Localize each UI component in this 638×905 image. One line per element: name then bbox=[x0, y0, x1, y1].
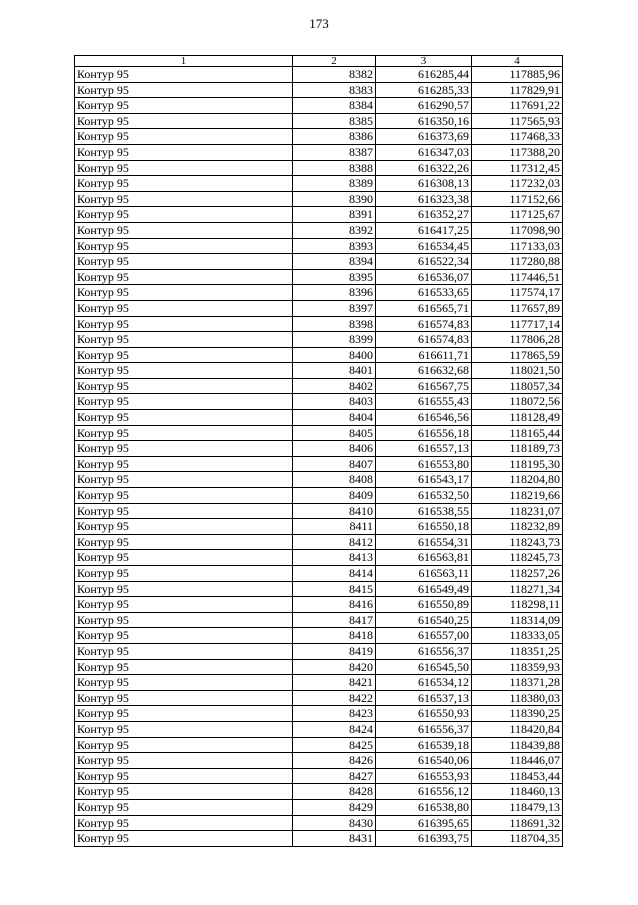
table-row bbox=[75, 519, 563, 535]
contour-name-cell: Контур 95 bbox=[75, 503, 293, 519]
point-number-cell: 8418 bbox=[293, 628, 376, 644]
table-row bbox=[75, 659, 563, 675]
x-coordinate-cell: 616574,83 bbox=[376, 332, 472, 348]
y-coordinate-cell: 118057,34 bbox=[472, 378, 563, 394]
y-coordinate-cell: 118333,05 bbox=[472, 628, 563, 644]
point-number-cell: 8420 bbox=[293, 659, 376, 675]
y-coordinate-cell: 117657,89 bbox=[472, 300, 563, 316]
table-row bbox=[75, 410, 563, 426]
point-number-cell: 8422 bbox=[293, 690, 376, 706]
y-coordinate-cell: 118420,84 bbox=[472, 721, 563, 737]
x-coordinate-cell: 616557,00 bbox=[376, 628, 472, 644]
y-coordinate-cell: 117691,22 bbox=[472, 98, 563, 114]
y-coordinate-cell: 117125,67 bbox=[472, 207, 563, 223]
table-row bbox=[75, 238, 563, 254]
y-coordinate-cell: 118359,93 bbox=[472, 659, 563, 675]
point-number-cell: 8429 bbox=[293, 799, 376, 815]
point-number-cell: 8407 bbox=[293, 456, 376, 472]
y-coordinate-cell: 117388,20 bbox=[472, 144, 563, 160]
y-coordinate-cell: 117446,51 bbox=[472, 269, 563, 285]
x-coordinate-cell: 616352,27 bbox=[376, 207, 472, 223]
point-number-cell: 8406 bbox=[293, 441, 376, 457]
point-number-cell: 8426 bbox=[293, 753, 376, 769]
table-row bbox=[75, 222, 563, 238]
table-row bbox=[75, 254, 563, 270]
point-number-cell: 8383 bbox=[293, 82, 376, 98]
y-coordinate-cell: 117152,66 bbox=[472, 191, 563, 207]
x-coordinate-cell: 616347,03 bbox=[376, 144, 472, 160]
y-coordinate-cell: 118204,80 bbox=[472, 472, 563, 488]
table-row bbox=[75, 363, 563, 379]
point-number-cell: 8416 bbox=[293, 597, 376, 613]
contour-name-cell: Контур 95 bbox=[75, 129, 293, 145]
point-number-cell: 8430 bbox=[293, 815, 376, 831]
table-row bbox=[75, 799, 563, 815]
contour-name-cell: Контур 95 bbox=[75, 222, 293, 238]
y-coordinate-cell: 118460,13 bbox=[472, 784, 563, 800]
y-coordinate-cell: 117312,45 bbox=[472, 160, 563, 176]
contour-name-cell: Контур 95 bbox=[75, 831, 293, 847]
contour-name-cell: Контур 95 bbox=[75, 675, 293, 691]
table-row bbox=[75, 98, 563, 114]
table-row bbox=[75, 784, 563, 800]
y-coordinate-cell: 118195,30 bbox=[472, 456, 563, 472]
contour-name-cell: Контур 95 bbox=[75, 643, 293, 659]
point-number-cell: 8408 bbox=[293, 472, 376, 488]
x-coordinate-cell: 616285,33 bbox=[376, 82, 472, 98]
point-number-cell: 8409 bbox=[293, 488, 376, 504]
x-coordinate-cell: 616556,18 bbox=[376, 425, 472, 441]
contour-name-cell: Контур 95 bbox=[75, 285, 293, 301]
contour-name-cell: Контур 95 bbox=[75, 784, 293, 800]
table-body bbox=[75, 67, 563, 847]
point-number-cell: 8417 bbox=[293, 612, 376, 628]
x-coordinate-cell: 616393,75 bbox=[376, 831, 472, 847]
contour-name-cell: Контур 95 bbox=[75, 488, 293, 504]
x-coordinate-cell: 616290,57 bbox=[376, 98, 472, 114]
contour-name-cell: Контур 95 bbox=[75, 394, 293, 410]
x-coordinate-cell: 616537,13 bbox=[376, 690, 472, 706]
contour-name-cell: Контур 95 bbox=[75, 768, 293, 784]
table-row bbox=[75, 129, 563, 145]
contour-name-cell: Контур 95 bbox=[75, 706, 293, 722]
contour-name-cell: Контур 95 bbox=[75, 410, 293, 426]
y-coordinate-cell: 118704,35 bbox=[472, 831, 563, 847]
contour-name-cell: Контур 95 bbox=[75, 300, 293, 316]
y-coordinate-cell: 118446,07 bbox=[472, 753, 563, 769]
contour-name-cell: Контур 95 bbox=[75, 82, 293, 98]
x-coordinate-cell: 616567,75 bbox=[376, 378, 472, 394]
x-coordinate-cell: 616550,93 bbox=[376, 706, 472, 722]
point-number-cell: 8397 bbox=[293, 300, 376, 316]
table-row bbox=[75, 456, 563, 472]
contour-name-cell: Контур 95 bbox=[75, 799, 293, 815]
point-number-cell: 8398 bbox=[293, 316, 376, 332]
contour-name-cell: Контур 95 bbox=[75, 690, 293, 706]
table-row bbox=[75, 628, 563, 644]
table-row bbox=[75, 815, 563, 831]
point-number-cell: 8419 bbox=[293, 643, 376, 659]
x-coordinate-cell: 616550,18 bbox=[376, 519, 472, 535]
contour-name-cell: Контур 95 bbox=[75, 207, 293, 223]
table-row bbox=[75, 550, 563, 566]
table-row bbox=[75, 675, 563, 691]
x-coordinate-cell: 616556,12 bbox=[376, 784, 472, 800]
contour-name-cell: Контур 95 bbox=[75, 425, 293, 441]
y-coordinate-cell: 118165,44 bbox=[472, 425, 563, 441]
point-number-cell: 8415 bbox=[293, 581, 376, 597]
table-row bbox=[75, 768, 563, 784]
y-coordinate-cell: 117133,03 bbox=[472, 238, 563, 254]
table-row bbox=[75, 285, 563, 301]
point-number-cell: 8413 bbox=[293, 550, 376, 566]
point-number-cell: 8399 bbox=[293, 332, 376, 348]
y-coordinate-cell: 118021,50 bbox=[472, 363, 563, 379]
x-coordinate-cell: 616563,11 bbox=[376, 566, 472, 582]
x-coordinate-cell: 616611,71 bbox=[376, 347, 472, 363]
contour-name-cell: Контур 95 bbox=[75, 456, 293, 472]
contour-name-cell: Контур 95 bbox=[75, 737, 293, 753]
table-row bbox=[75, 534, 563, 550]
y-coordinate-cell: 118439,88 bbox=[472, 737, 563, 753]
x-coordinate-cell: 616553,80 bbox=[376, 456, 472, 472]
point-number-cell: 8394 bbox=[293, 254, 376, 270]
contour-name-cell: Контур 95 bbox=[75, 113, 293, 129]
table-row bbox=[75, 581, 563, 597]
x-coordinate-cell: 616395,65 bbox=[376, 815, 472, 831]
table-row bbox=[75, 612, 563, 628]
y-coordinate-cell: 117885,96 bbox=[472, 67, 563, 83]
point-number-cell: 8382 bbox=[293, 67, 376, 83]
table-header-row bbox=[75, 56, 563, 67]
x-coordinate-cell: 616632,68 bbox=[376, 363, 472, 379]
column-header-4: 4 bbox=[472, 56, 563, 67]
y-coordinate-cell: 118243,73 bbox=[472, 534, 563, 550]
y-coordinate-cell: 118219,66 bbox=[472, 488, 563, 504]
x-coordinate-cell: 616417,25 bbox=[376, 222, 472, 238]
y-coordinate-cell: 117829,91 bbox=[472, 82, 563, 98]
table-row bbox=[75, 144, 563, 160]
contour-name-cell: Контур 95 bbox=[75, 378, 293, 394]
contour-name-cell: Контур 95 bbox=[75, 815, 293, 831]
point-number-cell: 8428 bbox=[293, 784, 376, 800]
table-row bbox=[75, 597, 563, 613]
contour-name-cell: Контур 95 bbox=[75, 753, 293, 769]
table-row bbox=[75, 113, 563, 129]
contour-name-cell: Контур 95 bbox=[75, 67, 293, 83]
table-row bbox=[75, 441, 563, 457]
point-number-cell: 8388 bbox=[293, 160, 376, 176]
contour-name-cell: Контур 95 bbox=[75, 363, 293, 379]
point-number-cell: 8424 bbox=[293, 721, 376, 737]
x-coordinate-cell: 616522,34 bbox=[376, 254, 472, 270]
point-number-cell: 8411 bbox=[293, 519, 376, 535]
point-number-cell: 8405 bbox=[293, 425, 376, 441]
point-number-cell: 8395 bbox=[293, 269, 376, 285]
table-row bbox=[75, 690, 563, 706]
y-coordinate-cell: 118298,11 bbox=[472, 597, 563, 613]
contour-name-cell: Контур 95 bbox=[75, 160, 293, 176]
point-number-cell: 8390 bbox=[293, 191, 376, 207]
contour-name-cell: Контур 95 bbox=[75, 347, 293, 363]
page-number: 173 bbox=[309, 16, 329, 31]
contour-name-cell: Контур 95 bbox=[75, 238, 293, 254]
table-row bbox=[75, 721, 563, 737]
x-coordinate-cell: 616550,89 bbox=[376, 597, 472, 613]
table-row bbox=[75, 831, 563, 847]
column-header-2: 2 bbox=[293, 56, 376, 67]
table-row bbox=[75, 737, 563, 753]
x-coordinate-cell: 616536,07 bbox=[376, 269, 472, 285]
point-number-cell: 8386 bbox=[293, 129, 376, 145]
y-coordinate-cell: 117717,14 bbox=[472, 316, 563, 332]
y-coordinate-cell: 118390,25 bbox=[472, 706, 563, 722]
y-coordinate-cell: 117574,17 bbox=[472, 285, 563, 301]
y-coordinate-cell: 118453,44 bbox=[472, 768, 563, 784]
x-coordinate-cell: 616285,44 bbox=[376, 67, 472, 83]
table-row bbox=[75, 269, 563, 285]
x-coordinate-cell: 616563,81 bbox=[376, 550, 472, 566]
point-number-cell: 8400 bbox=[293, 347, 376, 363]
point-number-cell: 8387 bbox=[293, 144, 376, 160]
contour-name-cell: Контур 95 bbox=[75, 519, 293, 535]
x-coordinate-cell: 616538,80 bbox=[376, 799, 472, 815]
table-row bbox=[75, 706, 563, 722]
x-coordinate-cell: 616540,25 bbox=[376, 612, 472, 628]
y-coordinate-cell: 117865,59 bbox=[472, 347, 563, 363]
coordinates-table bbox=[74, 55, 563, 847]
x-coordinate-cell: 616373,69 bbox=[376, 129, 472, 145]
y-coordinate-cell: 118479,13 bbox=[472, 799, 563, 815]
point-number-cell: 8392 bbox=[293, 222, 376, 238]
y-coordinate-cell: 117468,33 bbox=[472, 129, 563, 145]
x-coordinate-cell: 616565,71 bbox=[376, 300, 472, 316]
point-number-cell: 8414 bbox=[293, 566, 376, 582]
y-coordinate-cell: 118189,73 bbox=[472, 441, 563, 457]
table-row bbox=[75, 378, 563, 394]
table-row bbox=[75, 160, 563, 176]
point-number-cell: 8402 bbox=[293, 378, 376, 394]
point-number-cell: 8393 bbox=[293, 238, 376, 254]
contour-name-cell: Контур 95 bbox=[75, 441, 293, 457]
table-row bbox=[75, 316, 563, 332]
x-coordinate-cell: 616539,18 bbox=[376, 737, 472, 753]
point-number-cell: 8389 bbox=[293, 176, 376, 192]
point-number-cell: 8391 bbox=[293, 207, 376, 223]
table-row bbox=[75, 176, 563, 192]
x-coordinate-cell: 616553,93 bbox=[376, 768, 472, 784]
y-coordinate-cell: 117565,93 bbox=[472, 113, 563, 129]
x-coordinate-cell: 616554,31 bbox=[376, 534, 472, 550]
table-row bbox=[75, 753, 563, 769]
point-number-cell: 8423 bbox=[293, 706, 376, 722]
contour-name-cell: Контур 95 bbox=[75, 269, 293, 285]
contour-name-cell: Контур 95 bbox=[75, 581, 293, 597]
x-coordinate-cell: 616538,55 bbox=[376, 503, 472, 519]
x-coordinate-cell: 616534,12 bbox=[376, 675, 472, 691]
contour-name-cell: Контур 95 bbox=[75, 659, 293, 675]
x-coordinate-cell: 616556,37 bbox=[376, 721, 472, 737]
contour-name-cell: Контур 95 bbox=[75, 721, 293, 737]
point-number-cell: 8401 bbox=[293, 363, 376, 379]
x-coordinate-cell: 616532,50 bbox=[376, 488, 472, 504]
contour-name-cell: Контур 95 bbox=[75, 597, 293, 613]
y-coordinate-cell: 118351,25 bbox=[472, 643, 563, 659]
table-row bbox=[75, 347, 563, 363]
contour-name-cell: Контур 95 bbox=[75, 472, 293, 488]
table-row bbox=[75, 191, 563, 207]
y-coordinate-cell: 118072,56 bbox=[472, 394, 563, 410]
contour-name-cell: Контур 95 bbox=[75, 332, 293, 348]
contour-name-cell: Контур 95 bbox=[75, 550, 293, 566]
table-row bbox=[75, 67, 563, 83]
point-number-cell: 8385 bbox=[293, 113, 376, 129]
x-coordinate-cell: 616543,17 bbox=[376, 472, 472, 488]
table-row bbox=[75, 300, 563, 316]
x-coordinate-cell: 616350,16 bbox=[376, 113, 472, 129]
table-row bbox=[75, 488, 563, 504]
point-number-cell: 8384 bbox=[293, 98, 376, 114]
y-coordinate-cell: 118314,09 bbox=[472, 612, 563, 628]
x-coordinate-cell: 616549,49 bbox=[376, 581, 472, 597]
point-number-cell: 8404 bbox=[293, 410, 376, 426]
contour-name-cell: Контур 95 bbox=[75, 191, 293, 207]
point-number-cell: 8396 bbox=[293, 285, 376, 301]
table-row bbox=[75, 503, 563, 519]
y-coordinate-cell: 117806,28 bbox=[472, 332, 563, 348]
contour-name-cell: Контур 95 bbox=[75, 98, 293, 114]
contour-name-cell: Контур 95 bbox=[75, 534, 293, 550]
y-coordinate-cell: 118231,07 bbox=[472, 503, 563, 519]
x-coordinate-cell: 616540,06 bbox=[376, 753, 472, 769]
y-coordinate-cell: 117232,03 bbox=[472, 176, 563, 192]
column-header-3: 3 bbox=[376, 56, 472, 67]
table-row bbox=[75, 82, 563, 98]
contour-name-cell: Контур 95 bbox=[75, 566, 293, 582]
contour-name-cell: Контур 95 bbox=[75, 254, 293, 270]
x-coordinate-cell: 616557,13 bbox=[376, 441, 472, 457]
x-coordinate-cell: 616556,37 bbox=[376, 643, 472, 659]
y-coordinate-cell: 118128,49 bbox=[472, 410, 563, 426]
point-number-cell: 8412 bbox=[293, 534, 376, 550]
table-row bbox=[75, 425, 563, 441]
y-coordinate-cell: 118245,73 bbox=[472, 550, 563, 566]
x-coordinate-cell: 616574,83 bbox=[376, 316, 472, 332]
point-number-cell: 8410 bbox=[293, 503, 376, 519]
x-coordinate-cell: 616322,26 bbox=[376, 160, 472, 176]
x-coordinate-cell: 616555,43 bbox=[376, 394, 472, 410]
point-number-cell: 8427 bbox=[293, 768, 376, 784]
contour-name-cell: Контур 95 bbox=[75, 612, 293, 628]
contour-name-cell: Контур 95 bbox=[75, 316, 293, 332]
y-coordinate-cell: 118380,03 bbox=[472, 690, 563, 706]
x-coordinate-cell: 616533,65 bbox=[376, 285, 472, 301]
y-coordinate-cell: 118691,32 bbox=[472, 815, 563, 831]
y-coordinate-cell: 118271,34 bbox=[472, 581, 563, 597]
x-coordinate-cell: 616308,13 bbox=[376, 176, 472, 192]
x-coordinate-cell: 616546,56 bbox=[376, 410, 472, 426]
table-row bbox=[75, 472, 563, 488]
y-coordinate-cell: 118257,26 bbox=[472, 566, 563, 582]
contour-name-cell: Контур 95 bbox=[75, 628, 293, 644]
point-number-cell: 8431 bbox=[293, 831, 376, 847]
table-row bbox=[75, 207, 563, 223]
table-row bbox=[75, 643, 563, 659]
x-coordinate-cell: 616534,45 bbox=[376, 238, 472, 254]
table-row bbox=[75, 566, 563, 582]
y-coordinate-cell: 118371,28 bbox=[472, 675, 563, 691]
column-header-1: 1 bbox=[75, 56, 293, 67]
point-number-cell: 8403 bbox=[293, 394, 376, 410]
point-number-cell: 8425 bbox=[293, 737, 376, 753]
point-number-cell: 8421 bbox=[293, 675, 376, 691]
table-row bbox=[75, 394, 563, 410]
y-coordinate-cell: 118232,89 bbox=[472, 519, 563, 535]
x-coordinate-cell: 616545,50 bbox=[376, 659, 472, 675]
contour-name-cell: Контур 95 bbox=[75, 176, 293, 192]
x-coordinate-cell: 616323,38 bbox=[376, 191, 472, 207]
y-coordinate-cell: 117098,90 bbox=[472, 222, 563, 238]
contour-name-cell: Контур 95 bbox=[75, 144, 293, 160]
y-coordinate-cell: 117280,88 bbox=[472, 254, 563, 270]
table-row bbox=[75, 332, 563, 348]
